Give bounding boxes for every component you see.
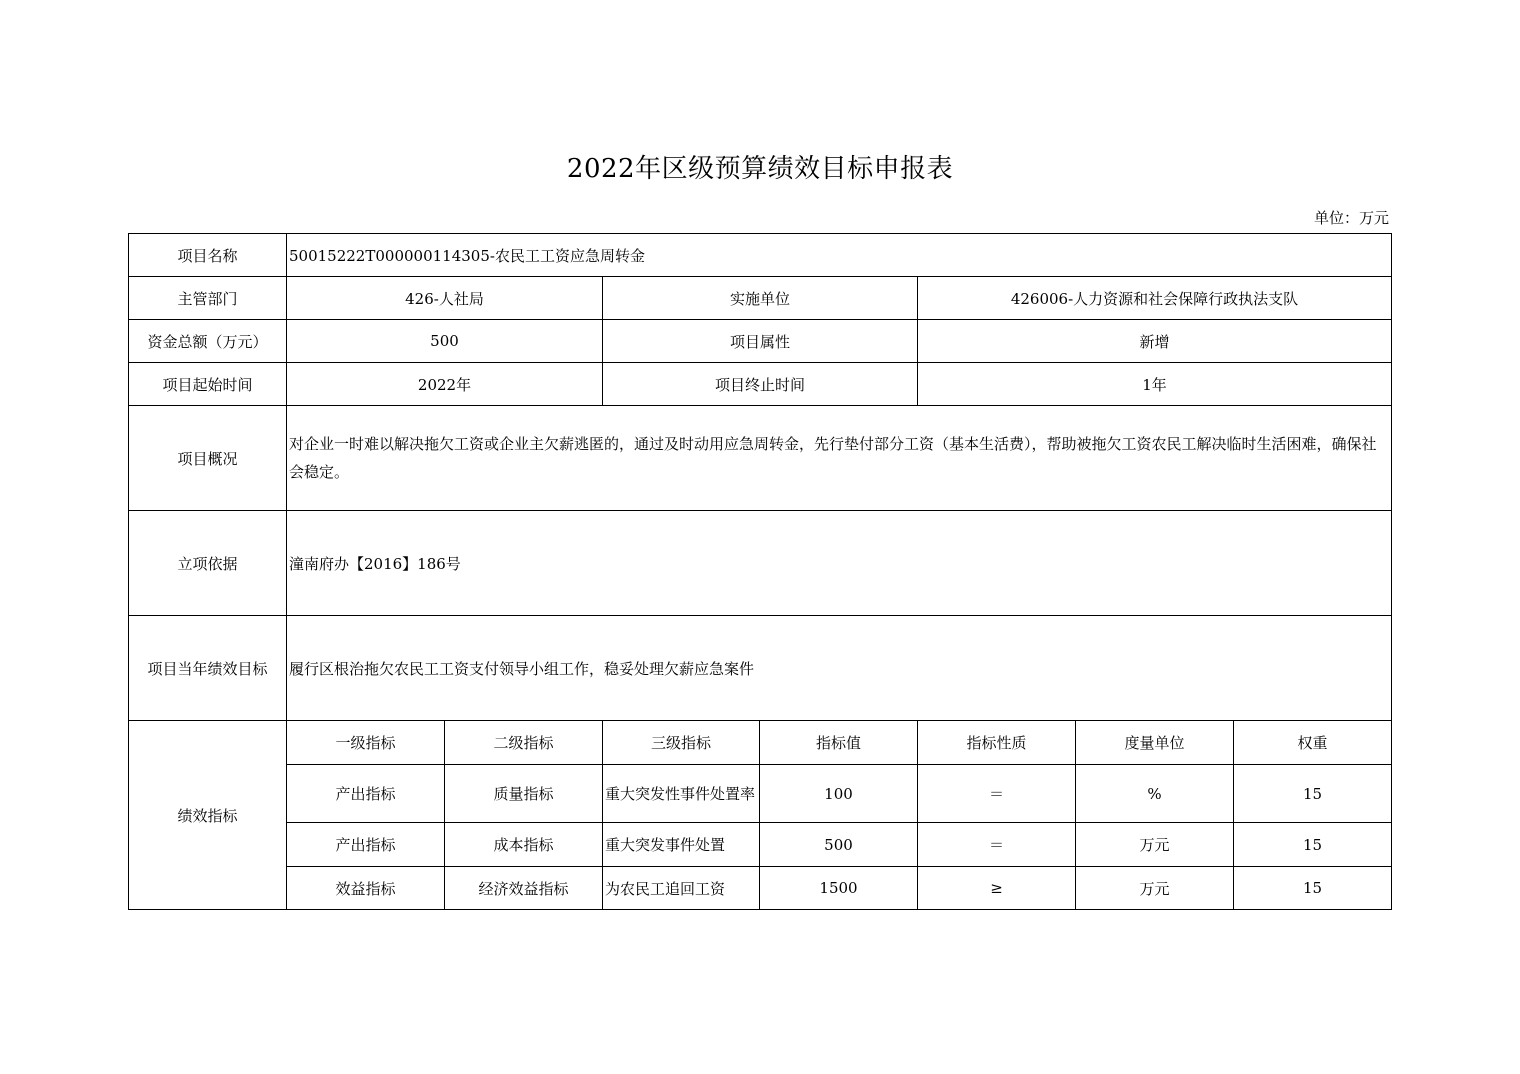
cell-unit: 万元 — [1076, 867, 1234, 910]
cell-weight: 15 — [1234, 765, 1392, 823]
header-weight: 权重 — [1234, 721, 1392, 765]
value-goal: 履行区根治拖欠农民工工资支付领导小组工作，稳妥处理欠薪应急案件 — [287, 616, 1392, 721]
value-fund: 500 — [287, 320, 603, 363]
cell-value: 1500 — [760, 867, 918, 910]
label-basis: 立项依据 — [129, 511, 287, 616]
label-end-time: 项目终止时间 — [603, 363, 918, 406]
cell-level1: 效益指标 — [287, 867, 445, 910]
cell-value: 100 — [760, 765, 918, 823]
value-project-attr: 新增 — [918, 320, 1392, 363]
header-level3: 三级指标 — [603, 721, 760, 765]
label-dept: 主管部门 — [129, 277, 287, 320]
cell-level3: 为农民工追回工资 — [603, 867, 760, 910]
label-project-attr: 项目属性 — [603, 320, 918, 363]
unit-label: 单位：万元 — [1313, 209, 1389, 227]
indicator-row — [129, 823, 1392, 867]
row-dept — [129, 277, 1392, 320]
row-project-name — [129, 234, 1392, 277]
value-project-name: 50015222T000000114305-农民工工资应急周转金 — [287, 234, 1392, 277]
cell-level3: 重大突发性事件处置率 — [603, 765, 760, 823]
cell-unit: % — [1076, 765, 1234, 823]
indicator-row — [129, 765, 1392, 823]
indicator-header-row — [129, 721, 1392, 765]
cell-level1: 产出指标 — [287, 823, 445, 867]
value-basis: 潼南府办【2016】186号 — [287, 511, 1392, 616]
cell-level3: 重大突发事件处置 — [603, 823, 760, 867]
value-end-time: 1年 — [918, 363, 1392, 406]
indicator-row — [129, 867, 1392, 910]
page-title: 2022年区级预算绩效目标申报表 — [566, 154, 954, 184]
value-impl-unit: 426006-人力资源和社会保障行政执法支队 — [918, 277, 1392, 320]
row-overview — [129, 406, 1392, 511]
row-basis — [129, 511, 1392, 616]
label-impl-unit: 实施单位 — [603, 277, 918, 320]
header-unit: 度量单位 — [1076, 721, 1234, 765]
cell-weight: 15 — [1234, 867, 1392, 910]
label-goal: 项目当年绩效目标 — [129, 616, 287, 721]
cell-unit: 万元 — [1076, 823, 1234, 867]
budget-form-table — [128, 233, 1392, 910]
cell-nature: ≥ — [918, 867, 1076, 910]
cell-nature: ＝ — [918, 765, 1076, 823]
cell-nature: ＝ — [918, 823, 1076, 867]
label-indicators: 绩效指标 — [129, 721, 287, 910]
label-start-time: 项目起始时间 — [129, 363, 287, 406]
label-project-name: 项目名称 — [129, 234, 287, 277]
value-dept: 426-人社局 — [287, 277, 603, 320]
row-fund — [129, 320, 1392, 363]
cell-weight: 15 — [1234, 823, 1392, 867]
cell-level1: 产出指标 — [287, 765, 445, 823]
value-overview: 对企业一时难以解决拖欠工资或企业主欠薪逃匿的，通过及时动用应急周转金，先行垫付部分工资（基本生活费），帮助被拖欠工资农民工解决临时生活困难，确保社会稳定。 — [287, 406, 1392, 511]
value-start-time: 2022年 — [287, 363, 603, 406]
cell-level2: 成本指标 — [445, 823, 603, 867]
header-level2: 二级指标 — [445, 721, 603, 765]
cell-level2: 质量指标 — [445, 765, 603, 823]
header-level1: 一级指标 — [287, 721, 445, 765]
header-nature: 指标性质 — [918, 721, 1076, 765]
row-time — [129, 363, 1392, 406]
label-overview: 项目概况 — [129, 406, 287, 511]
row-goal — [129, 616, 1392, 721]
cell-level2: 经济效益指标 — [445, 867, 603, 910]
cell-value: 500 — [760, 823, 918, 867]
header-value: 指标值 — [760, 721, 918, 765]
label-fund: 资金总额（万元） — [129, 320, 287, 363]
